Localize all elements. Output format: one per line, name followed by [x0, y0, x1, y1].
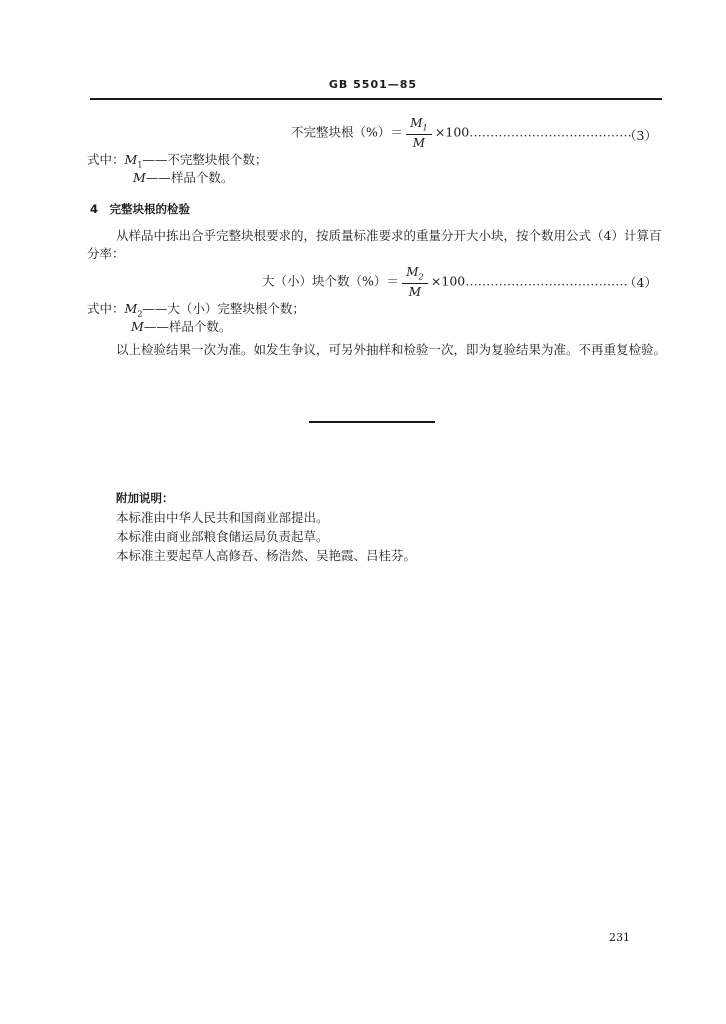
- section-separator: [309, 421, 435, 423]
- formula-4-fraction: [402, 266, 428, 298]
- where-4-line1: 式中：$M_2——$大（小）完整块根个数；: [87, 301, 305, 319]
- conclusion-text: 以上检验结果一次为准。如发生争议，可另外抽样和检验一次，即为复验结果为准。不再重复检验。: [116, 342, 667, 357]
- formula-3-leader: …………………………………: [469, 124, 632, 140]
- page-number: 231: [609, 931, 630, 944]
- formula-3-label: 不完整块根（%）＝: [291, 124, 403, 140]
- formula-3: [291, 117, 632, 149]
- definition: ——样品个数。: [145, 170, 234, 185]
- definition: ——样品个数。: [143, 319, 232, 334]
- variable: M: [133, 170, 146, 185]
- variable: M: [124, 301, 138, 316]
- formula-4-number: （4）: [624, 275, 657, 290]
- formula-4: [262, 266, 628, 298]
- where-3-line2: [133, 168, 233, 186]
- page-header: GB 5501—85: [328, 78, 418, 91]
- formula-3-fraction: [406, 117, 432, 149]
- notes-title: 附加说明：: [116, 491, 174, 505]
- where-3-line1: 式中：$M_1——$不完整块根个数；: [87, 152, 268, 170]
- formula-3-numerator: $M_1$: [410, 116, 428, 133]
- definition: ——不完整块根个数；: [142, 152, 268, 167]
- header-rule: [90, 98, 662, 100]
- where-4-line2: [131, 317, 231, 335]
- section-4-paragraph-line1: 从样品中拣出合乎完整块根要求的，按质量标准要求的重量分开大小块，按个数用公式（4）计算百: [116, 228, 662, 243]
- section-4-paragraph-line2: 分率：: [87, 246, 125, 261]
- formula-3-number: （3）: [624, 128, 657, 143]
- notes-line3: 本标准主要起草人高修吾、杨浩然、吴艳霞、吕桂芬。: [116, 548, 417, 563]
- formula-4-numerator: $M_2$: [406, 265, 424, 282]
- fraction-bar: [406, 134, 432, 135]
- variable: M: [131, 319, 144, 334]
- where-lead: 式中：: [87, 152, 125, 167]
- formula-3-multiplier: ×100: [434, 124, 470, 140]
- where-lead: 式中：: [87, 301, 125, 316]
- formula-4-leader: …………………………………: [465, 273, 628, 289]
- variable: M: [124, 152, 138, 167]
- formula-3-denominator: M: [412, 136, 426, 151]
- formula-4-multiplier: ×100: [430, 273, 466, 289]
- section-4-heading: 4 完整块根的检验: [90, 202, 191, 216]
- formula-4-label: 大（小）块个数（%）＝: [262, 273, 399, 289]
- notes-line2: 本标准由商业部粮食储运局负责起草。: [116, 529, 329, 544]
- definition: ——大（小）完整块根个数；: [142, 301, 305, 316]
- fraction-bar: [402, 283, 428, 284]
- formula-4-denominator: M: [408, 285, 422, 300]
- notes-line1: 本标准由中华人民共和国商业部提出。: [116, 510, 329, 525]
